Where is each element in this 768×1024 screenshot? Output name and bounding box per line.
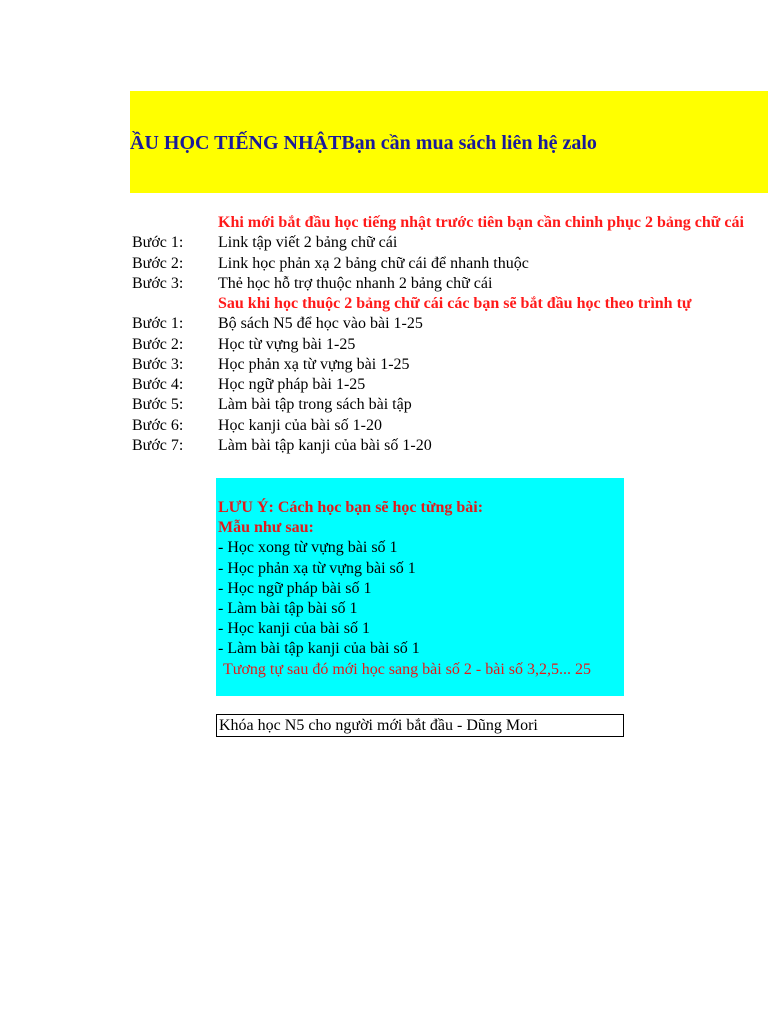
step-row[interactable] — [130, 395, 624, 415]
section-heading-row — [130, 294, 692, 314]
study-note-content — [218, 498, 622, 680]
note-line: - Học ngữ pháp bài số 1 — [218, 579, 372, 597]
step-label: Bước 3: — [132, 355, 184, 373]
study-order-section — [130, 294, 692, 456]
step-label: Bước 1: — [132, 234, 184, 252]
step-label: Bước 4: — [132, 376, 184, 394]
step-text[interactable]: Làm bài tập kanji của bài số 1-20 — [218, 437, 432, 455]
step-flashcards[interactable]: Thẻ học hỗ trợ thuộc nhanh 2 bảng chữ cái — [218, 274, 493, 292]
step-row[interactable] — [130, 355, 624, 375]
study-note-box — [216, 478, 624, 696]
step-row[interactable] — [130, 314, 624, 334]
step-label: Bước 7: — [132, 437, 184, 455]
alphabet-section — [130, 213, 744, 294]
step-row[interactable] — [130, 254, 624, 274]
note-line: - Học kanji của bài số 1 — [218, 620, 370, 638]
step-label: Bước 2: — [132, 335, 184, 353]
step-row[interactable] — [130, 274, 624, 294]
note-title: LƯU Ý: Cách học bạn sẽ học từng bài: — [218, 499, 484, 516]
note-subtitle: Mẫu như sau: — [218, 519, 314, 537]
title-banner — [130, 91, 768, 193]
step-text[interactable]: Học từ vựng bài 1-25 — [218, 335, 356, 353]
alphabet-heading: Khi mới bắt đầu học tiếng nhật trước tiên bạn cần chinh phục 2 bảng chữ cái — [218, 214, 744, 231]
note-line: - Làm bài tập bài số 1 — [218, 599, 358, 617]
step-text[interactable]: Bộ sách N5 để học vào bài 1-25 — [218, 315, 423, 333]
note-line: - Học xong từ vựng bài số 1 — [218, 539, 398, 557]
step-label: Bước 2: — [132, 254, 184, 272]
course-link-cell[interactable] — [216, 714, 624, 737]
step-row[interactable] — [130, 335, 624, 355]
note-line: - Làm bài tập kanji của bài số 1 — [218, 640, 420, 658]
step-row[interactable] — [130, 233, 624, 253]
step-label: Bước 5: — [132, 396, 184, 414]
step-label: Bước 1: — [132, 315, 184, 333]
step-link-writing[interactable]: Link tập viết 2 bảng chữ cái — [218, 234, 398, 252]
step-row[interactable] — [130, 436, 624, 456]
step-row[interactable] — [130, 416, 624, 436]
note-line: - Học phản xạ từ vựng bài số 1 — [218, 559, 416, 577]
step-text[interactable]: Học ngữ pháp bài 1-25 — [218, 376, 366, 394]
step-link-reflex[interactable]: Link học phản xạ 2 bảng chữ cái để nhanh thuộc — [218, 254, 529, 272]
step-label: Bước 6: — [132, 416, 184, 434]
step-text[interactable]: Học phản xạ từ vựng bài 1-25 — [218, 355, 410, 373]
banner-title: ẦU HỌC TIẾNG NHẬTBạn cần mua sách liên hệ zalo — [130, 132, 597, 154]
course-link-text[interactable]: Khóa học N5 cho người mới bắt đầu - Dũng Mori — [219, 717, 538, 734]
section-heading-row — [130, 213, 744, 233]
step-text[interactable]: Học kanji của bài số 1-20 — [218, 416, 382, 434]
study-order-heading: Sau khi học thuộc 2 bảng chữ cái các bạn sẽ bắt đầu học theo trình tự — [218, 295, 692, 312]
note-footer: Tương tự sau đó mới học sang bài số 2 - bài số 3,2,5... 25 — [223, 660, 592, 678]
step-row[interactable] — [130, 375, 624, 395]
step-label: Bước 3: — [132, 274, 184, 292]
step-text[interactable]: Làm bài tập trong sách bài tập — [218, 396, 412, 414]
